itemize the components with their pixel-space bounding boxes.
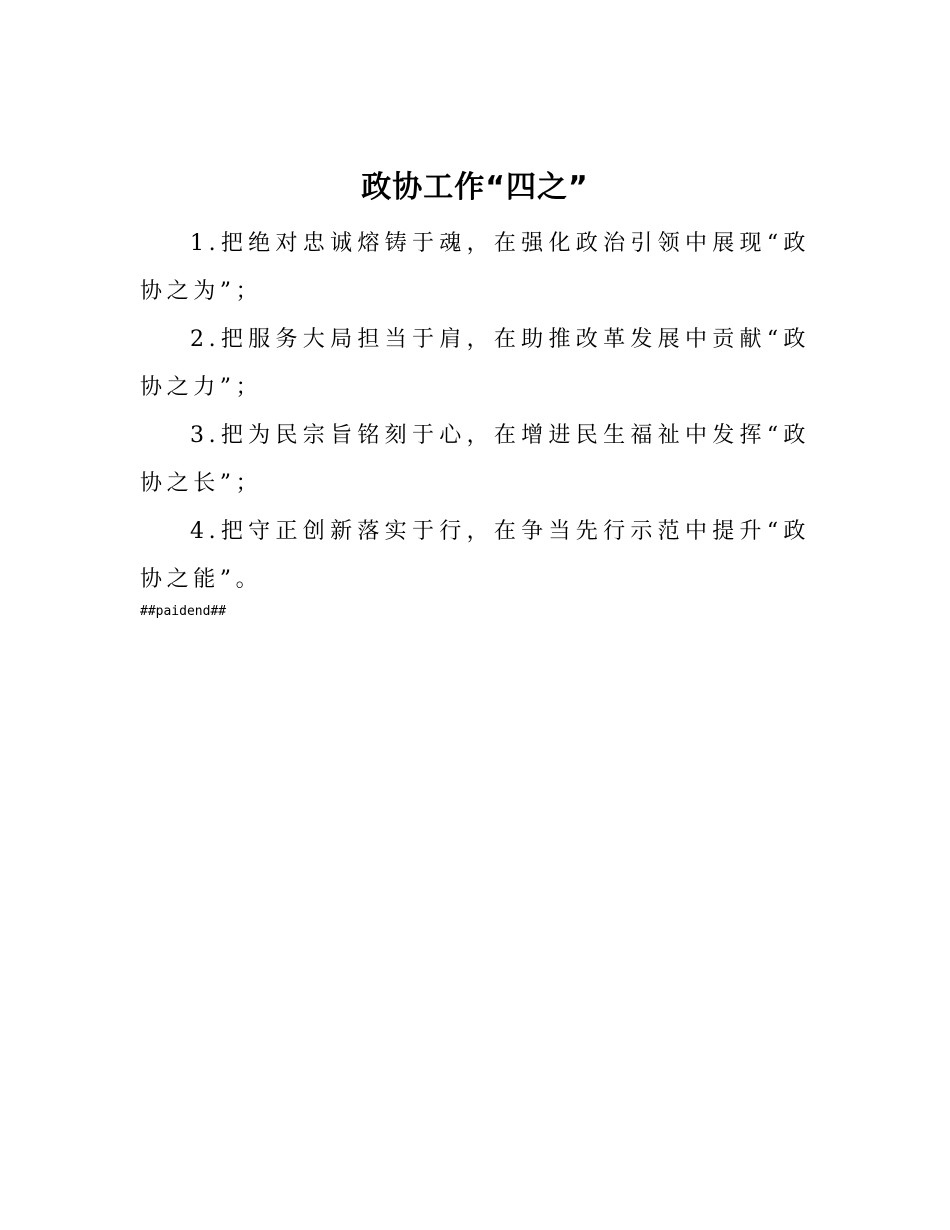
- document-body: [140, 220, 810, 604]
- paragraph-1: 1.把绝对忠诚熔铸于魂，在强化政治引领中展现“政协之为”；: [140, 231, 810, 304]
- paragraph-3: 3.把为民宗旨铭刻于心，在增进民生福祉中发挥“政协之长”；: [140, 423, 810, 496]
- end-marker-text: ##paidend##: [140, 604, 227, 619]
- document-title: 政协工作“四之”: [361, 170, 589, 205]
- paragraph-4: 4.把守正创新落实于行，在争当先行示范中提升“政协之能”。: [140, 519, 810, 592]
- paragraph-2: 2.把服务大局担当于肩，在助推改革发展中贡献“政协之力”；: [140, 327, 810, 400]
